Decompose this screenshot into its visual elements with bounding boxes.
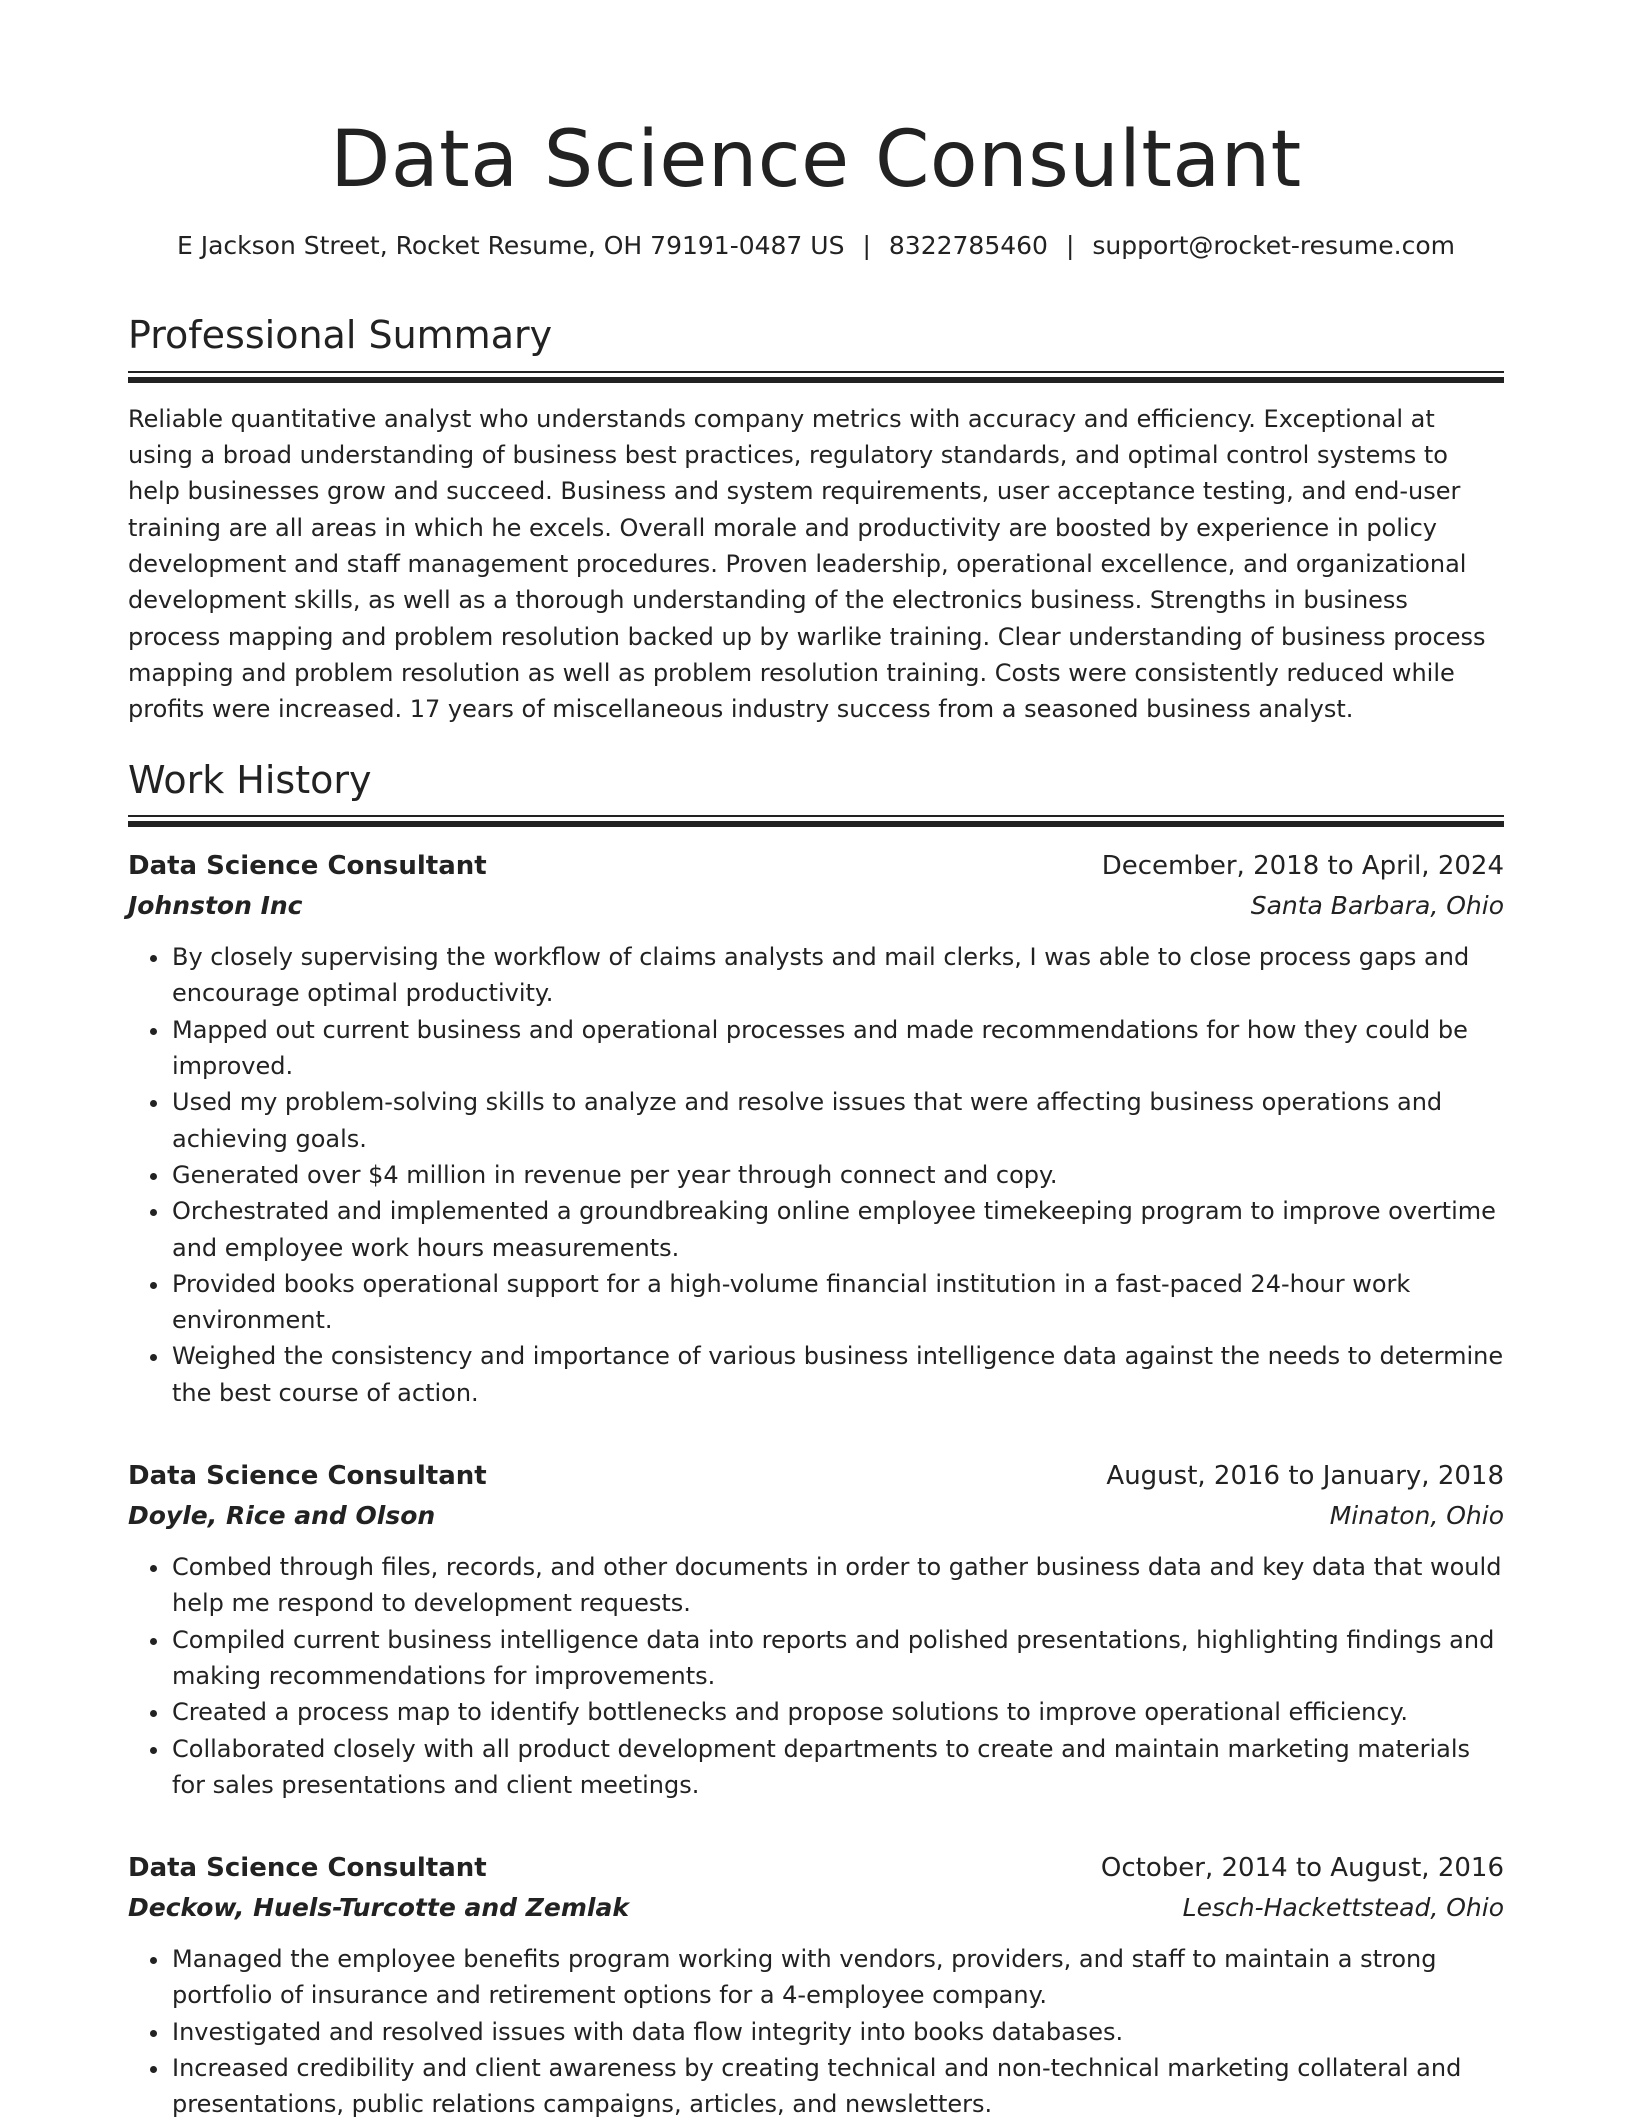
work-history-section xyxy=(128,758,1504,2123)
job-bullets xyxy=(128,1941,1504,2122)
job-bullet: • Investigated and resolved issues with data flow integrity into books databases. xyxy=(171,2014,1504,2050)
job-title: Data Science Consultant xyxy=(128,851,487,882)
contact-email: support@rocket-resume.com xyxy=(1092,230,1455,260)
job-subheader-row xyxy=(128,1888,1504,1927)
section-heading-work-history: Work History xyxy=(128,757,372,802)
job-bullet: • Compiled current business intelligence data into reports and polished presentations, highlighting findings and making recommendations for improvements. xyxy=(171,1622,1504,1695)
job-bullet: • Used my problem-solving skills to analyze and resolve issues that were affecting business operations and achieving goals. xyxy=(171,1084,1504,1157)
job-header-row xyxy=(128,847,1504,886)
job-bullet: • By closely supervising the workflow of claims analysts and mail clerks, I was able to close process gaps and encourage optimal productivity. xyxy=(171,939,1504,1012)
contact-phone: 8322785460 xyxy=(888,230,1048,260)
job-bullet: • Increased credibility and client awareness by creating technical and non-technical marketing collateral and presentations, public relations campaigns, articles, and newsletters. xyxy=(171,2050,1504,2123)
job-title: Data Science Consultant xyxy=(128,1853,487,1884)
job-entry xyxy=(128,847,1504,1411)
contact-separator: | xyxy=(1065,230,1075,260)
job-entry xyxy=(128,1457,1504,1803)
job-location: Minaton, Ohio xyxy=(1329,1501,1504,1531)
job-bullet: • Weighed the consistency and importance of various business intelligence data against the needs to determine the best course of action. xyxy=(171,1338,1504,1411)
contact-address: E Jackson Street, Rocket Resume, OH 79191-0487 US xyxy=(176,230,845,260)
job-bullet: • Mapped out current business and operational processes and made recommendations for how they could be improved. xyxy=(171,1012,1504,1085)
job-subheader-row xyxy=(128,1496,1504,1535)
job-company: Johnston Inc xyxy=(128,891,303,921)
job-bullet: • Combed through files, records, and other documents in order to gather business data and key data that would help me respond to development requests. xyxy=(171,1549,1504,1622)
section-heading-summary: Professional Summary xyxy=(128,313,553,358)
resume-title: Data Science Consultant xyxy=(330,115,1302,205)
job-header-row xyxy=(128,1457,1504,1496)
professional-summary-section xyxy=(128,313,1504,727)
job-bullet: • Generated over $4 million in revenue per year through connect and copy. xyxy=(171,1157,1504,1193)
job-company: Doyle, Rice and Olson xyxy=(128,1501,436,1531)
resume-page xyxy=(128,0,1504,2123)
job-company: Deckow, Huels-Turcotte and Zemlak xyxy=(128,1893,629,1923)
job-title: Data Science Consultant xyxy=(128,1461,487,1492)
job-location: Santa Barbara, Ohio xyxy=(1250,891,1504,921)
job-dates: October, 2014 to August, 2016 xyxy=(1100,1853,1504,1884)
job-bullet: • Orchestrated and implemented a groundbreaking online employee timekeeping program to improve overtime and employee work hours measurements. xyxy=(171,1193,1504,1266)
job-bullet: • Created a process map to identify bottlenecks and propose solutions to improve operational efficiency. xyxy=(171,1694,1504,1730)
job-bullets xyxy=(128,1549,1504,1803)
job-header-row xyxy=(128,1849,1504,1888)
job-dates: August, 2016 to January, 2018 xyxy=(1106,1461,1504,1492)
job-location: Lesch-Hackettstead, Ohio xyxy=(1182,1893,1504,1923)
job-dates: December, 2018 to April, 2024 xyxy=(1101,851,1504,882)
job-entry xyxy=(128,1849,1504,2122)
contact-line xyxy=(128,230,1504,263)
job-subheader-row xyxy=(128,886,1504,925)
section-divider xyxy=(128,371,1504,383)
job-bullets xyxy=(128,939,1504,1411)
summary-text: Reliable quantitative analyst who understands company metrics with accuracy and efficiency. Exceptional at using a broad understanding of business best practices, regulatory standards, and optimal control systems to help businesses grow and succeed. Business and system requirements, user acceptance testing, and end-user training are all areas in which he excels. Overall morale and productivity are boosted by experience in policy development and staff management procedures. Proven leadership, operational excellence, and organizational development skills, as well as a thorough understanding of the electronics business. Strengths in business process mapping and problem resolution backed up by warlike training. Clear understanding of business process mapping and problem resolution as well as problem resolution training. Costs were consistently reduced while profits were increased. 17 years of miscellaneous industry success from a seasoned business analyst. xyxy=(128,404,1486,724)
job-bullet: • Provided books operational support for a high-volume financial institution in a fast-paced 24-hour work environment. xyxy=(171,1266,1504,1339)
section-divider xyxy=(128,815,1504,827)
job-bullet: • Managed the employee benefits program working with vendors, providers, and staff to maintain a strong portfolio of insurance and retirement options for a 4-employee company. xyxy=(171,1941,1504,2014)
job-bullet: • Collaborated closely with all product development departments to create and maintain marketing materials for sales presentations and client meetings. xyxy=(171,1731,1504,1804)
contact-separator: | xyxy=(862,230,871,260)
